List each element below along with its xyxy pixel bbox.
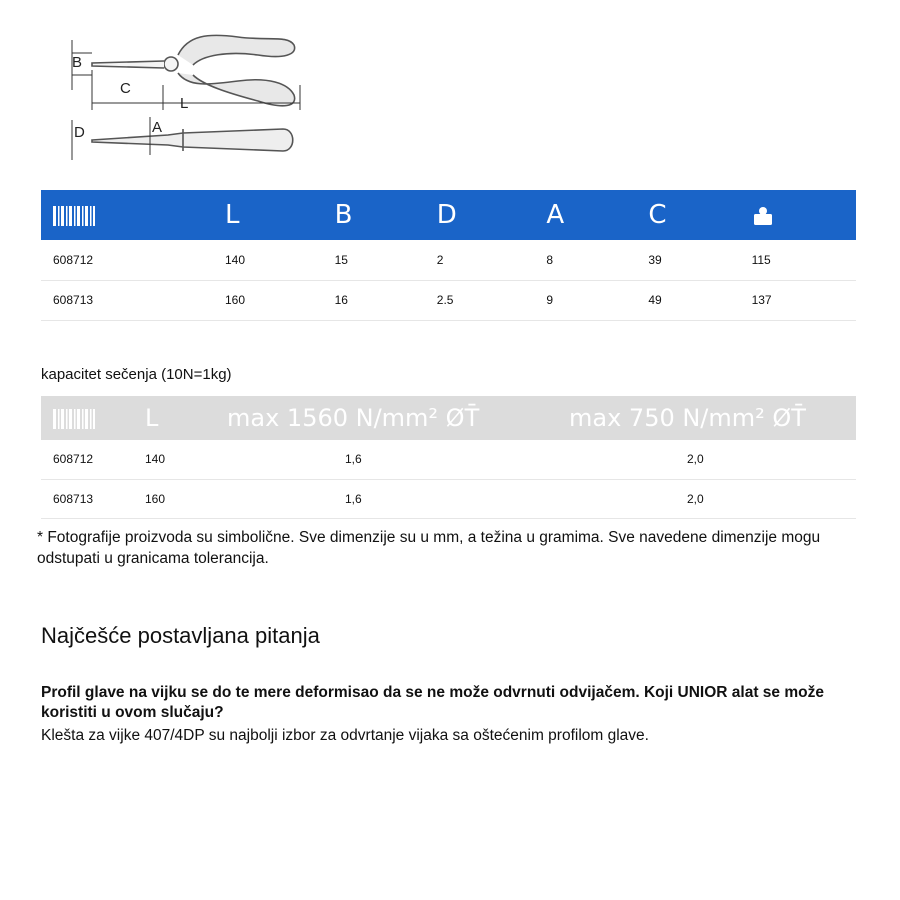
header-c: C — [648, 200, 667, 230]
cell-c: 49 — [648, 293, 662, 307]
barcode-icon — [53, 206, 95, 226]
cutting-header-row — [41, 396, 856, 440]
header-d: D — [436, 200, 457, 230]
header-l: L — [225, 200, 240, 230]
header-code — [41, 396, 133, 440]
cell-a: 9 — [546, 293, 554, 307]
label-d: D — [74, 124, 85, 141]
header-l: L — [145, 404, 159, 432]
disclaimer-note: * Fotografije proizvoda su simbolične. Sve dimenzije su u mm, a težina u gramima. Sve navedene dimenzije mogu odstupati u granicama tolerancija. — [37, 529, 821, 567]
header-max-750: max 750 N/mm² ØT̄ — [569, 404, 806, 432]
cell-d: 2 — [436, 252, 444, 267]
cell-b: 15 — [334, 252, 348, 267]
cell-value-750: 2,0 — [687, 452, 704, 467]
pliers-dimension-diagram — [68, 25, 308, 175]
cell-code: 608713 — [53, 293, 94, 307]
header-max-1560: max 1560 N/mm² ØT̄ — [227, 404, 480, 432]
cell-l: 160 — [225, 293, 246, 307]
table-row — [41, 240, 856, 280]
header-code — [41, 190, 213, 240]
cell-l: 140 — [225, 252, 246, 267]
cell-c: 39 — [648, 252, 662, 267]
cell-l: 140 — [145, 452, 166, 467]
cell-weight: 137 — [751, 293, 772, 307]
label-a: A — [152, 119, 163, 136]
cell-weight: 115 — [751, 252, 771, 267]
cell-a: 8 — [546, 252, 554, 267]
dimensions-header-row — [41, 190, 856, 240]
cell-b: 16 — [334, 293, 348, 307]
table-row — [41, 440, 856, 479]
faq-question: Profil glave na vijku se do te mere deformisao da se ne može odvrnuti odvijačem. Koji UNIOR alat se može koristiti u ovom slučaju? — [41, 684, 824, 721]
cutting-capacity-table — [41, 396, 856, 519]
header-a: A — [546, 200, 565, 230]
table-row — [41, 479, 856, 518]
cell-d: 2.5 — [436, 293, 454, 307]
label-c: C — [120, 80, 131, 97]
barcode-icon — [53, 409, 95, 429]
cell-l: 160 — [145, 491, 166, 506]
cutting-capacity-label: kapacitet sečenja (10N=1kg) — [41, 366, 232, 383]
table-row — [41, 280, 856, 320]
label-b: B — [72, 54, 83, 71]
label-l: L — [180, 95, 189, 112]
cell-value-1560: 1,6 — [345, 452, 362, 467]
cell-value-750: 2,0 — [687, 491, 704, 506]
faq-title: Najčešće postavljana pitanja — [41, 623, 320, 648]
header-b: B — [334, 200, 353, 230]
cell-code: 608713 — [53, 491, 94, 506]
dimensions-table — [41, 190, 856, 321]
cell-code: 608712 — [53, 252, 94, 267]
cell-code: 608712 — [53, 452, 94, 467]
faq-answer: Klešta za vijke 407/4DP su najbolji izbor za odvrtanje vijaka sa oštećenim profilom glave. — [41, 727, 649, 744]
weight-icon — [752, 205, 774, 227]
cell-value-1560: 1,6 — [345, 491, 362, 506]
header-weight — [740, 190, 856, 240]
